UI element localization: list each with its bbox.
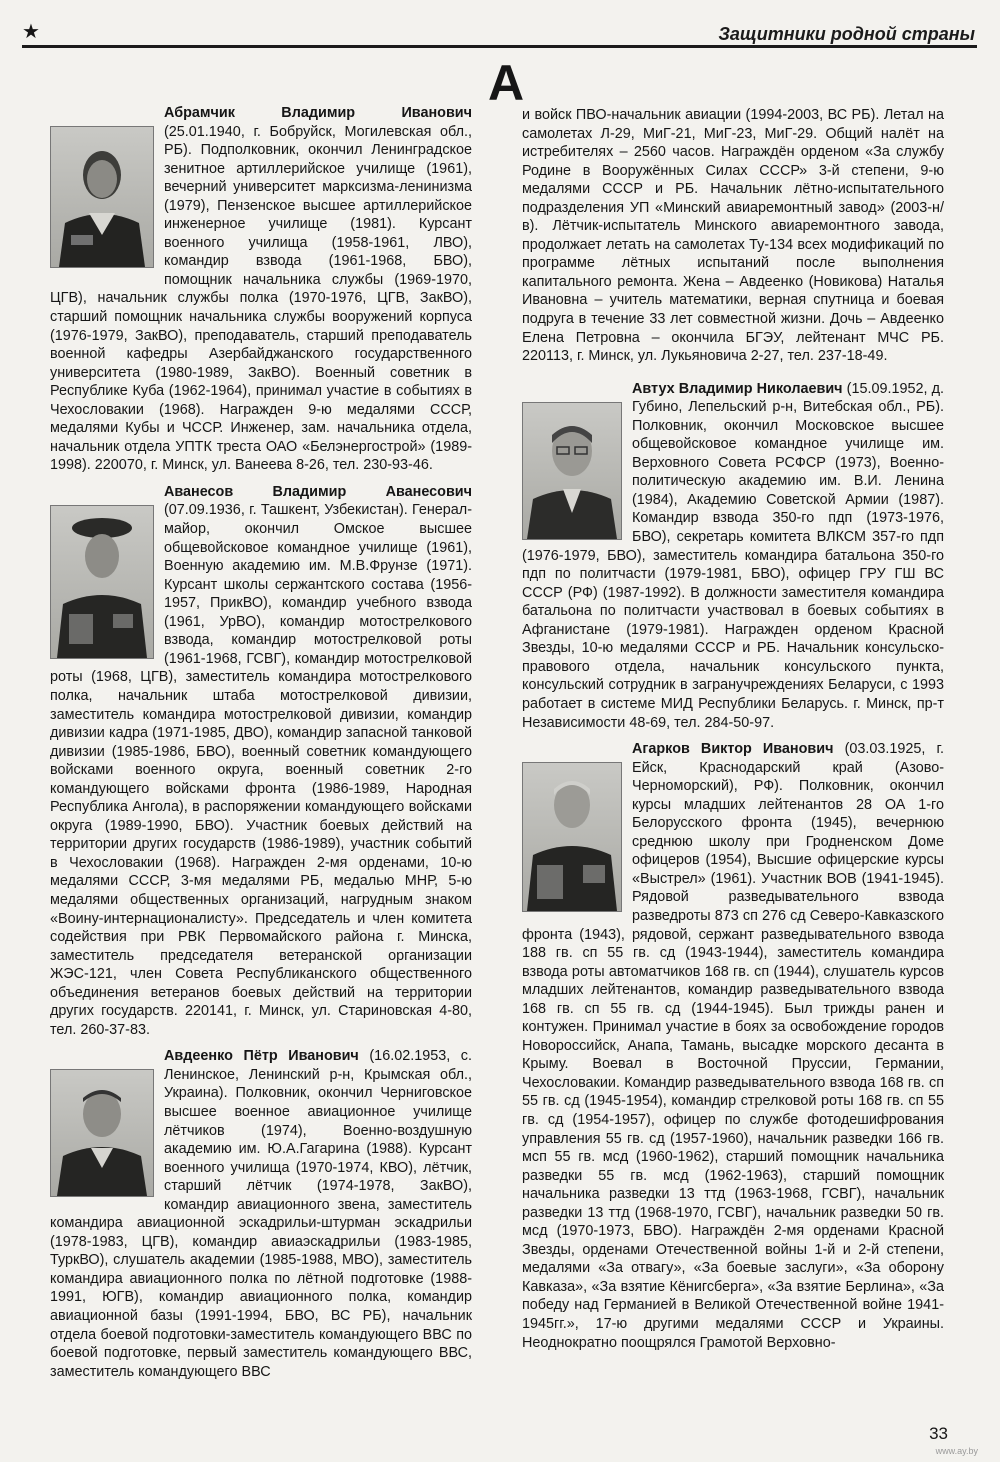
biography-entry xyxy=(50,1047,472,1381)
person-name: Аванесов Владимир Аванесович xyxy=(164,483,472,500)
portrait-photo xyxy=(50,505,154,659)
section-letter: А xyxy=(487,55,525,111)
biography-text: (16.02.1953, с. Ленинское, Ленинский р-н, Крымская обл., Украина). Полковник, окончил Черниговское высшее военное авиационное училище лётчиков (1974), Военно-воздушную академию им. Ю.А.Гагарина (1988). Курсант военного училища (1970-1974, КВО), лётчик, старший лётчик (1974-1978, ЗакВО), командир авиационного звена, заместитель командира авиационной эскадрильи-штурман эскадрильи (1978-1983, ЦГВ), командир авиаэскадрильи (1983-1985, ТуркВО), слушатель академии (1985-1988, МВО), заместитель командира авиационного полка по лётной подготовке (1988-1991, ЮГВ), командир авиационного полка, командир авиационной базы (1991-1994, БВО, ВС РБ), начальник отдела боевой подготовки-заместитель командующего ВВС по боевой подготовке, первый заместитель командующего ВВС, заместитель командующего ВВС xyxy=(50,1048,472,1380)
portrait-civilian-icon xyxy=(523,403,621,539)
page-number: 33 xyxy=(929,1424,948,1443)
person-name: Абрамчик Владимир Иванович xyxy=(164,105,472,121)
biography-entry xyxy=(50,483,472,1039)
portrait-photo xyxy=(522,762,622,912)
portrait-photo xyxy=(50,1069,154,1197)
person-name: Агарков Виктор Иванович xyxy=(632,741,834,758)
portrait-veteran-icon xyxy=(523,763,621,911)
star-icon: ★ xyxy=(22,21,40,43)
person-name: Авдеенко Пётр Иванович xyxy=(164,1048,359,1065)
right-column xyxy=(522,106,944,1360)
header-rule xyxy=(22,45,977,48)
portrait-officer-icon xyxy=(51,127,153,267)
biography-entry xyxy=(522,740,944,1352)
biography-text: (15.09.1952, д. Губино, Лепельский р-н, Витебская обл., РБ). Полковник, окончил Московское высшее общевойсковое командное училище им. Верховного Совета РСФСР (1973), Военно-политическую академию им. В.И. Ленина (1984), Академию Советской Армии (1987). Командир взвода 350-го пдп (1973-1976, БВО), секретарь комитета ВЛКСМ 357-го пдп (1976-1979, БВО), заместитель командира батальона 350-го пдп по политчасти (1979-1981, БВО), офицер ГРУ ГШ ВС СССР (РФ) (1987-1992). В должности заместителя командира батальона по политчасти участвовал в боевых событиях в Афганистане (1979-1981). Награжден орденом Красной Звезды, 10-ю медалями СССР и РБ. Начальник консульско-правового отдела, начальник консульского пункта, консульский сотрудник в загранучреждениях Беларуси, с 1993 работает в системе МИД Республики Беларусь. г. Минск, пр-т Независимости 48-69, тел. 284-50-97. xyxy=(522,380,944,731)
person-name: Автух Владимир Николаевич xyxy=(632,380,843,397)
running-title: Защитники родной страны xyxy=(718,24,975,44)
biography-text: (03.03.1925, г. Ейск, Краснодарский край (Азово-Черноморский), РФ). Полковник, окончил курсы младших лейтенантов 28 ОА 1-го Белорусского фронта (1945), вечернюю среднюю школу при Гродненском Доме офицеров (1954), Высшие офицерские курсы «Выстрел» (1961). Участник ВОВ (1941-1945). Рядовой разведывательного взвода разведроты 873 сп 276 сд Северо-Кавказского фронта (1943), рядовой, сержант разведывательного взвода 188 гв. сп 55 гв. сд (1943-1944), заместитель командира взвода роты автоматчиков 168 гв. сп (1944), слушатель курсов младших лейтенантов, командир разведывательного взвода 168 гв. сп 55 гв. сд (1944-1945). Был трижды ранен и контужен. Принимал участие в боях за освобождение городов Новороссийск, Анапа, Тамань, высадке морского десанта в Крыму. Воевал в Восточной Пруссии, Германии, Чехословакии. Командир разведывательного взвода 168 гв. сп 55 гв. сд (1945-1954), командир стрелковой роты 168 гв. сп 55 гв. сд (1954-1957), офицер по службе фотодешифрования управления 55 гв. сд (1957-1960), начальник разведки 166 гв. мсп 55 гв. мсд (1960-1962), старший помощник начальника разведки 55 гв. мсд (1962-1963), старший помощник начальника разведки 13 ттд (1963-1968, ГСВГ), начальник разведки 13 ттд (1968-1970, ГСВГ), начальник разведки 50 гв. мсд (1970-1973, БВО). Награждён 2-мя орденами Красной Звезды, орденами Отечественной войны 1-й и 2-й степени, медалями «За отвагу», «За боевые заслуги», «За оборону Кавказа», «За взятие Кёнигсберга», «За взятие Берлина», «За победу над Германией в Великой Отечественной войне 1941-1945гг.», 17-ю другими медалями СССР и Украины. Неоднократно поощрялся Грамотой Верховно- xyxy=(522,741,944,1351)
portrait-pilot-icon xyxy=(51,1070,153,1196)
biography-text: и войск ПВО-начальник авиации (1994-2003, ВС РБ). Летал на самолетах Л-29, МиГ-21, МиГ-23, МиГ-29. Общий налёт на истребителях – 2560 часов. Награждён орденом «За службу Родине в Вооружённых Силах СССР» 3-й степени, 9-ю медалями СССР и РБ. Начальник лётно-испытательного подразделения УП «Минский авиаремонтный завод» (2003-н/в). Лётчик-испытатель Минского авиаремонтного завода, продолжает летать на самолетах Ту-134 всех модификаций по программе лётных испытаний после выполнения капитального ремонта. Жена – Авдеенко (Новикова) Наталья Ивановна – учитель математики, верная спутница и боевая подруга в течение 33 лет совместной жизни. Дочь – Авдеенко Елена Петровна – окончила БГЭУ, лейтенант МЧС РБ. 220113, г. Минск, ул. Лукьяновича 2-27, тел. 237-18-49. xyxy=(522,107,944,365)
portrait-general-icon xyxy=(51,506,153,658)
biography-text: (07.09.1936, г. Ташкент, Узбекистан). Генерал-майор, окончил Омское высшее общевойсковое командное училище (1961), Военную академию им. М.В.Фрунзе (1971). Курсант школы сержантского состава (1956-1957, ПрикВО), командир учебного взвода (1961, УрВО), командир мотострелкового взвода, командир мотострелковой роты (1961-1968, ГСВГ), командир мотострелковой роты (1968, ЦГВ), заместитель командира мотострелкового полка, начальник штаба мотострелковой дивизии, заместитель командира мотострелковой дивизии, командир дивизии кадра (1971-1985, ДВО), командир запасной танковой дивизии (1985-1986, БВО), военный советник командующего войсками военного округа, военный советник 2-го командующего войсками фронта (1986-1989, Народная Республика Ангола), в распоряжении командующего войсками округа (1989-1990, БВО). Участник боевых действий на территории других государств (1986-1989), участник событий в Чехословакии (1968). Награжден 2-мя орденами, 10-ю медалями СССР, 3-мя медалями РБ, медалью МНР, 5-ю медалями общественных организаций, нагрудным знаком «Воину-интернационалисту». Председатель и член комитета содействия при РВК Первомайского района г. Минска, заместитель председателя ветеранской организации ЖЭС-121, член Совета Республиканского общественного объединения ветеранов боевых действий на территории других государств. 220141, г. Минск, ул. Стариновская 4-80, тел. 260-37-83. xyxy=(50,502,472,1038)
watermark-text: www.ay.by xyxy=(935,1446,978,1456)
biography-continuation xyxy=(522,106,944,366)
biography-text: (25.01.1940, г. Бобруйск, Могилевская обл., РБ). Подполковник, окончил Ленинградское зенитное артиллерийское училище (1961), вечерний университет марксизма-ленинизма (1979), Пензенское высшее артиллерийское инженерное училище (1981). Курсант военного училища (1958-1961, ЛВО), командир взвода (1961-1968, БВО), помощник начальника службы (1969-1970, ЦГВ), начальник службы полка (1970-1976, ЦГВ, ЗакВО), старший помощник начальника службы вооружений корпуса (1976-1979, ЗакВО), преподаватель, старший преподаватель военной кафедры Азербайджанского государственного университета (1980-1989, ЗакВО). Военный советник в Республике Куба (1962-1964), принимал участие в событиях в Чехословакии (1968). Награжден 9-ю медалями СССР, медалями Кубы и ЧССР. Инженер, зам. начальника отдела, начальник отдела УПТК треста ОАО «Белэнергострой» (1989-1998). 220070, г. Минск, ул. Ванеева 8-26, тел. 230-93-46. xyxy=(50,123,472,474)
portrait-photo xyxy=(522,402,622,540)
biography-entry xyxy=(50,104,472,475)
page-header xyxy=(22,18,977,48)
portrait-photo xyxy=(50,126,154,268)
left-column xyxy=(50,104,472,1389)
biography-entry xyxy=(522,380,944,732)
